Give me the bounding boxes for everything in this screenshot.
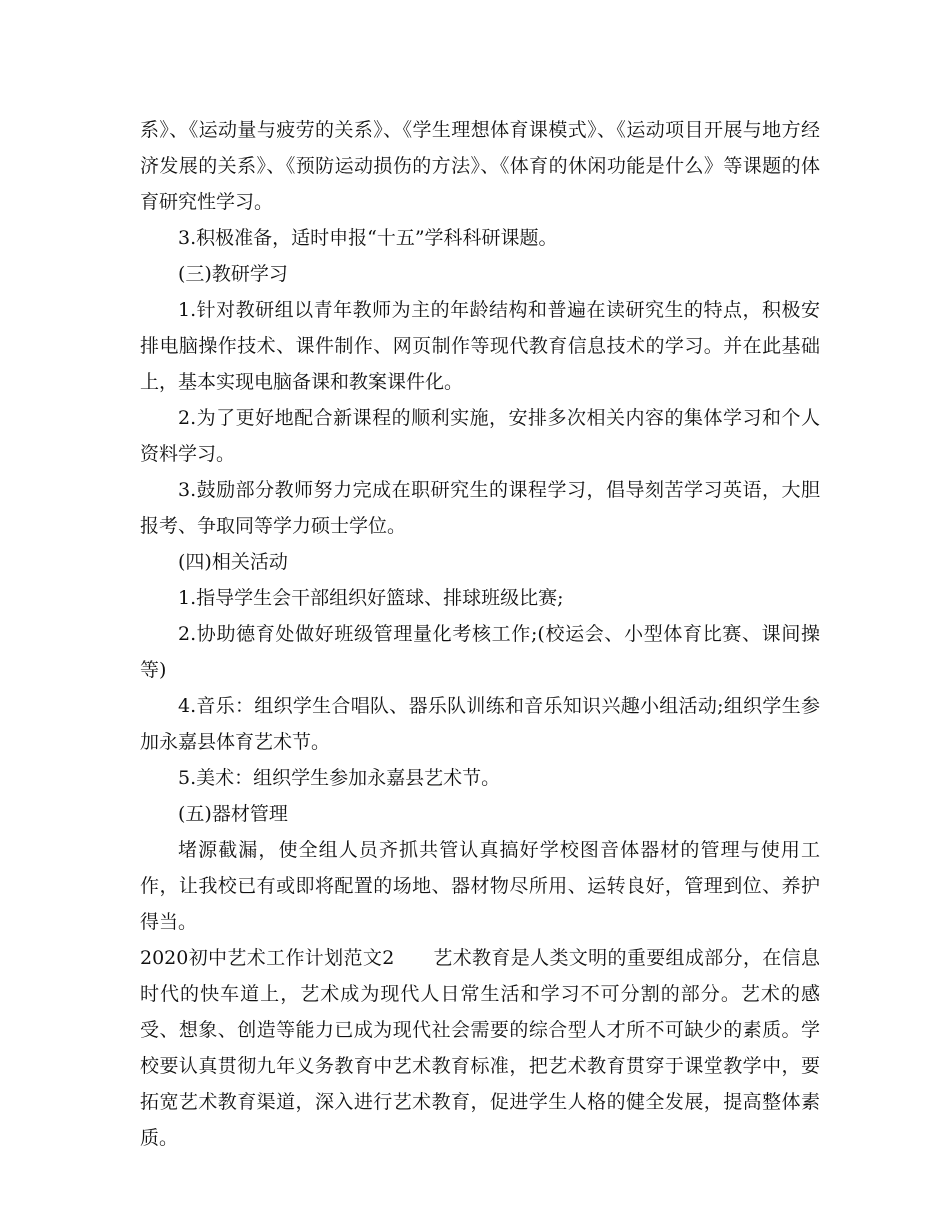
paragraph-item-2-class-management: 2.协助德育处做好班级管理量化考核工作;(校运会、小型体育比赛、课间操等)	[140, 623, 820, 681]
paragraph-item-3-graduate-study: 3.鼓励部分教师努力完成在职研究生的课程学习，倡导刻苦学习英语，大胆报考、争取同等学力硕士学位。	[140, 479, 820, 537]
section-heading-related-activities: (四)相关活动	[178, 551, 288, 573]
paragraph-item-5-fine-arts: 5.美术：组织学生参加永嘉县艺术节。	[178, 767, 501, 789]
document-page	[140, 112, 820, 1156]
paragraph-art-plan-2: 2020初中艺术工作计划范文2 艺术教育是人类文明的重要组成部分，在信息时代的快车道上，艺术成为现代人日常生活和学习不可分割的部分。艺术的感受、想象、创造等能力已成为现代社会需要的综合型人才所不可缺少的素质。学校要认真贯彻九年义务教育中艺术教育标准，把艺术教育贯穿于课堂教学中，要拓宽艺术教育渠道，深入进行艺术教育，促进学生人格的健全发展，提高整体素质。	[140, 947, 820, 1149]
paragraph-item-2-new-curriculum: 2.为了更好地配合新课程的顺利实施，安排多次相关内容的集体学习和个人资料学习。	[140, 407, 820, 465]
section-heading-teaching-research: (三)教研学习	[178, 263, 288, 285]
paragraph-continuation: 系》、《运动量与疲劳的关系》、《学生理想体育课模式》、《运动项目开展与地方经济发展的关系》、《预防运动损伤的方法》、《体育的休闲功能是什么》等课题的体育研究性学习。	[140, 119, 820, 213]
paragraph-item-1-it-training: 1.针对教研组以青年教师为主的年龄结构和普遍在读研究生的特点，积极安排电脑操作技术、课件制作、网页制作等现代教育信息技术的学习。并在此基础上，基本实现电脑备课和教案课件化。	[140, 299, 820, 393]
paragraph-equipment-management: 堵源截漏，使全组人员齐抓共管认真搞好学校图音体器材的管理与使用工作，让我校已有或即将配置的场地、器材物尽所用、运转良好，管理到位、养护得当。	[140, 839, 820, 933]
section-heading-equipment-management: (五)器材管理	[178, 803, 288, 825]
paragraph-item-3-research-topic: 3.积极准备，适时申报“十五”学科科研课题。	[178, 227, 558, 249]
paragraph-item-4-music: 4.音乐：组织学生合唱队、器乐队训练和音乐知识兴趣小组活动;组织学生参加永嘉县体育艺术节。	[140, 695, 820, 753]
paragraph-item-1-ball-games: 1.指导学生会干部组织好篮球、排球班级比赛;	[178, 587, 564, 609]
